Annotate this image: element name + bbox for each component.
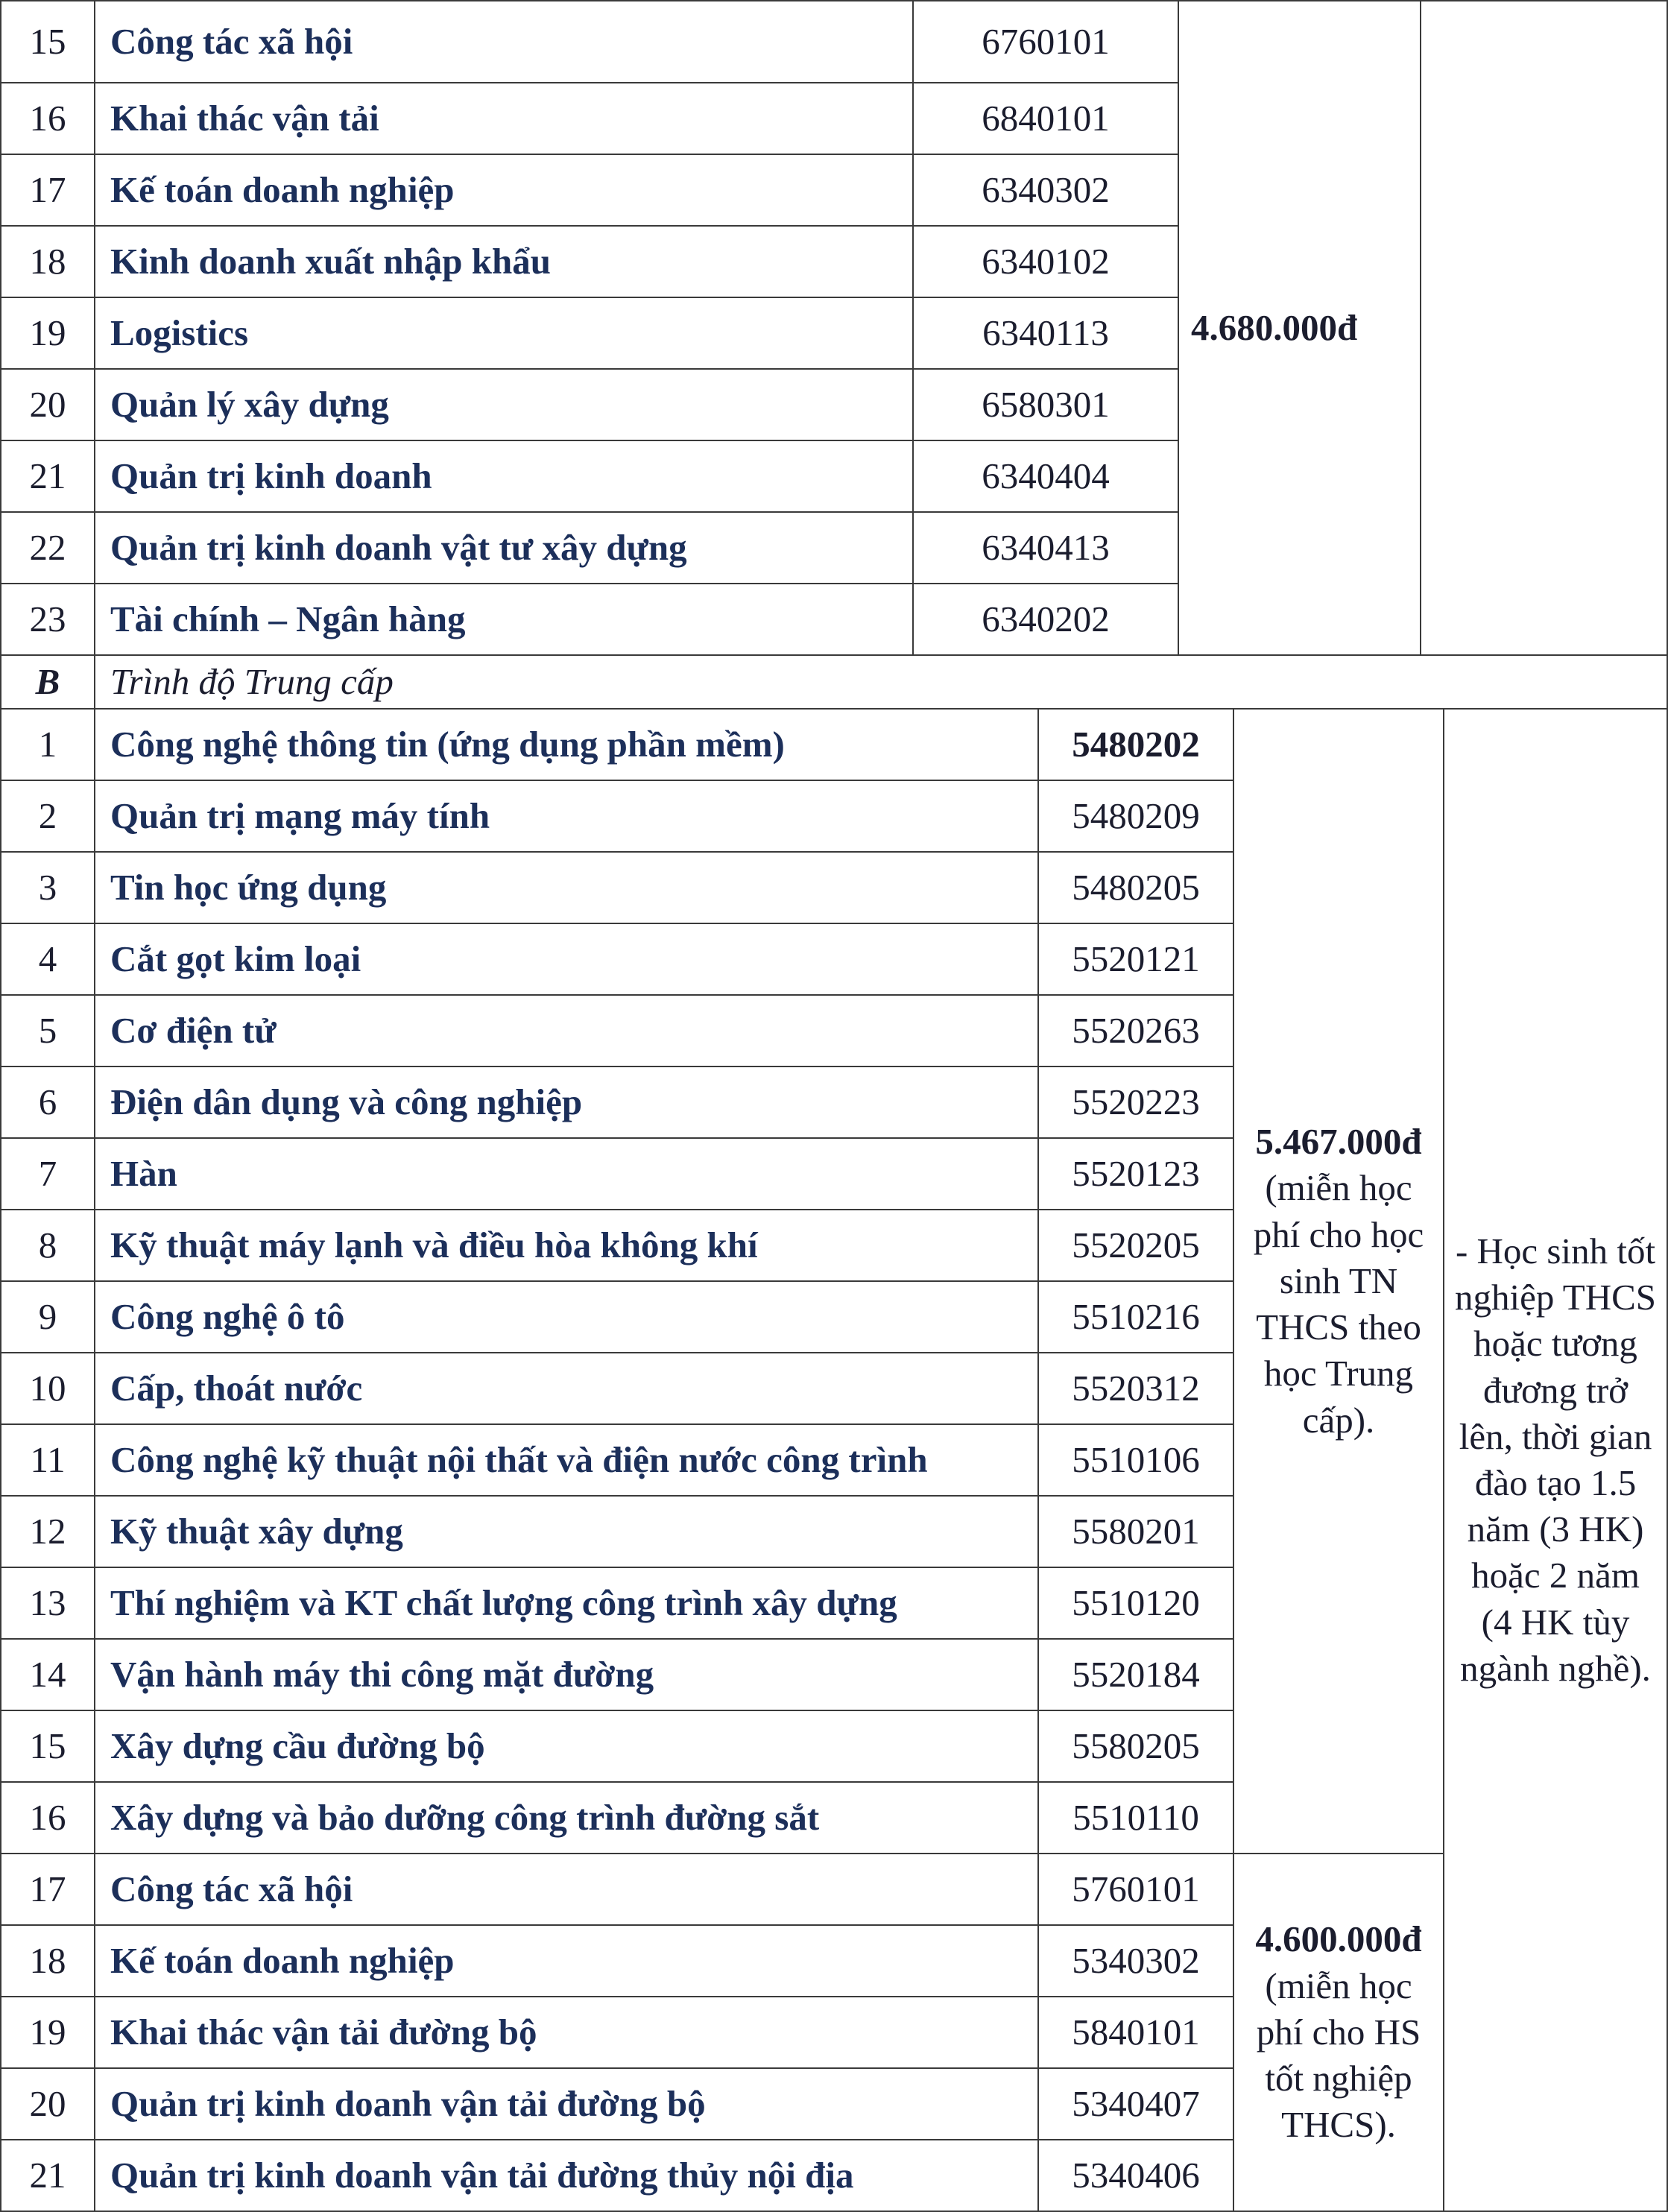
row-stt: 13 [1,1567,95,1639]
table-row [1,709,1667,780]
row-program-name: Quản lý xây dựng [95,369,913,440]
row-stt: 15 [1,1,95,83]
row-stt: 18 [1,1925,95,1997]
row-program-name: Kinh doanh xuất nhập khẩu [95,226,913,297]
row-program-code: 5520205 [1038,1210,1233,1281]
row-program-code: 5520121 [1038,923,1233,995]
tuition-fee-cell: 4.680.000đ [1178,1,1421,655]
row-stt: 6 [1,1066,95,1138]
row-stt: 3 [1,852,95,923]
row-stt: 17 [1,154,95,226]
row-stt: 20 [1,369,95,440]
tuition-fee-group-1 [1233,709,1444,1854]
row-stt: 17 [1,1854,95,1925]
row-program-code: 6340102 [913,226,1178,297]
row-program-name: Logistics [95,297,913,369]
table-row [1,1854,1667,1925]
row-stt: 16 [1,83,95,154]
row-program-name: Công nghệ kỹ thuật nội thất và điện nước công trình [95,1424,1038,1496]
row-stt: 11 [1,1424,95,1496]
row-program-code: 5760101 [1038,1854,1233,1925]
row-program-code: 5480202 [1038,709,1233,780]
row-program-code: 6760101 [913,1,1178,83]
row-program-name: Công tác xã hội [95,1854,1038,1925]
row-program-code: 5510110 [1038,1782,1233,1854]
row-stt: 10 [1,1353,95,1424]
row-program-name: Khai thác vận tải [95,83,913,154]
row-program-code: 5510120 [1038,1567,1233,1639]
fee-note: (miễn học phí cho HS tốt nghiệp THCS). [1256,1965,1421,2146]
row-stt: 12 [1,1496,95,1567]
row-program-name: Kỹ thuật xây dựng [95,1496,1038,1567]
row-program-name: Vận hành máy thi công mặt đường [95,1639,1038,1710]
row-program-name: Công nghệ thông tin (ứng dụng phần mềm) [95,709,1038,780]
row-program-name: Công nghệ ô tô [95,1281,1038,1353]
row-program-name: Điện dân dụng và công nghiệp [95,1066,1038,1138]
row-program-code: 5580201 [1038,1496,1233,1567]
row-program-code: 5480209 [1038,780,1233,852]
row-program-code: 5510106 [1038,1424,1233,1496]
row-program-code: 5840101 [1038,1997,1233,2068]
row-stt: 18 [1,226,95,297]
admission-note-cell: - Học sinh tốt nghiệp THCS hoặc tương đương trở lên, thời gian đào tạo 1.5 năm (3 HK) hoặc 2 năm (4 HK tùy ngành nghề). [1444,709,1667,2211]
row-program-name: Kế toán doanh nghiệp [95,154,913,226]
row-stt: 4 [1,923,95,995]
row-program-name: Quản trị kinh doanh vật tư xây dựng [95,512,913,584]
row-program-code: 6340404 [913,440,1178,512]
row-stt: 23 [1,584,95,655]
row-program-code: 5510216 [1038,1281,1233,1353]
row-stt: 19 [1,297,95,369]
row-program-name: Tin học ứng dụng [95,852,1038,923]
table-section-a [0,0,1668,656]
tuition-fee-group-2 [1233,1854,1444,2211]
row-stt: 16 [1,1782,95,1854]
empty-note-cell [1421,1,1667,655]
row-program-code: 6340113 [913,297,1178,369]
row-program-code: 6340202 [913,584,1178,655]
row-program-name: Công tác xã hội [95,1,913,83]
row-stt: 5 [1,995,95,1066]
row-stt: 14 [1,1639,95,1710]
fee-amount: 5.467.000đ [1255,1121,1422,1163]
section-title: Trình độ Trung cấp [95,655,1667,709]
row-stt: 15 [1,1710,95,1782]
row-program-code: 5340406 [1038,2140,1233,2211]
row-program-code: 5520263 [1038,995,1233,1066]
table-section-b [0,654,1668,2212]
row-stt: 21 [1,2140,95,2211]
row-program-name: Quản trị kinh doanh vận tải đường thủy nội địa [95,2140,1038,2211]
row-program-code: 5520312 [1038,1353,1233,1424]
row-program-name: Xây dựng và bảo dưỡng công trình đường sắt [95,1782,1038,1854]
table-row [1,1,1667,83]
row-program-code: 6840101 [913,83,1178,154]
row-program-name: Tài chính – Ngân hàng [95,584,913,655]
row-program-name: Cắt gọt kim loại [95,923,1038,995]
row-stt: 22 [1,512,95,584]
row-stt: 7 [1,1138,95,1210]
row-stt: 19 [1,1997,95,2068]
row-program-code: 5520123 [1038,1138,1233,1210]
row-program-name: Quản trị kinh doanh [95,440,913,512]
row-stt: 21 [1,440,95,512]
row-program-name: Xây dựng cầu đường bộ [95,1710,1038,1782]
row-stt: 2 [1,780,95,852]
row-program-name: Cơ điện tử [95,995,1038,1066]
row-program-name: Quản trị mạng máy tính [95,780,1038,852]
row-stt: 9 [1,1281,95,1353]
fee-amount: 4.600.000đ [1255,1918,1422,1960]
row-program-name: Kế toán doanh nghiệp [95,1925,1038,1997]
row-program-name: Khai thác vận tải đường bộ [95,1997,1038,2068]
row-program-name: Kỹ thuật máy lạnh và điều hòa không khí [95,1210,1038,1281]
row-program-name: Quản trị kinh doanh vận tải đường bộ [95,2068,1038,2140]
row-program-code: 6340413 [913,512,1178,584]
row-program-code: 5520223 [1038,1066,1233,1138]
section-header-row [1,655,1667,709]
row-program-code: 5340302 [1038,1925,1233,1997]
row-program-name: Hàn [95,1138,1038,1210]
row-stt: 1 [1,709,95,780]
row-program-code: 5480205 [1038,852,1233,923]
row-program-code: 5340407 [1038,2068,1233,2140]
row-program-name: Thí nghiệm và KT chất lượng công trình xây dựng [95,1567,1038,1639]
row-stt: 8 [1,1210,95,1281]
fee-note: (miễn học phí cho học sinh TN THCS theo học Trung cấp). [1253,1167,1424,1441]
row-stt: 20 [1,2068,95,2140]
row-program-code: 6580301 [913,369,1178,440]
row-program-code: 5580205 [1038,1710,1233,1782]
row-program-name: Cấp, thoát nước [95,1353,1038,1424]
row-program-code: 6340302 [913,154,1178,226]
row-program-code: 5520184 [1038,1639,1233,1710]
section-label: B [1,655,95,709]
